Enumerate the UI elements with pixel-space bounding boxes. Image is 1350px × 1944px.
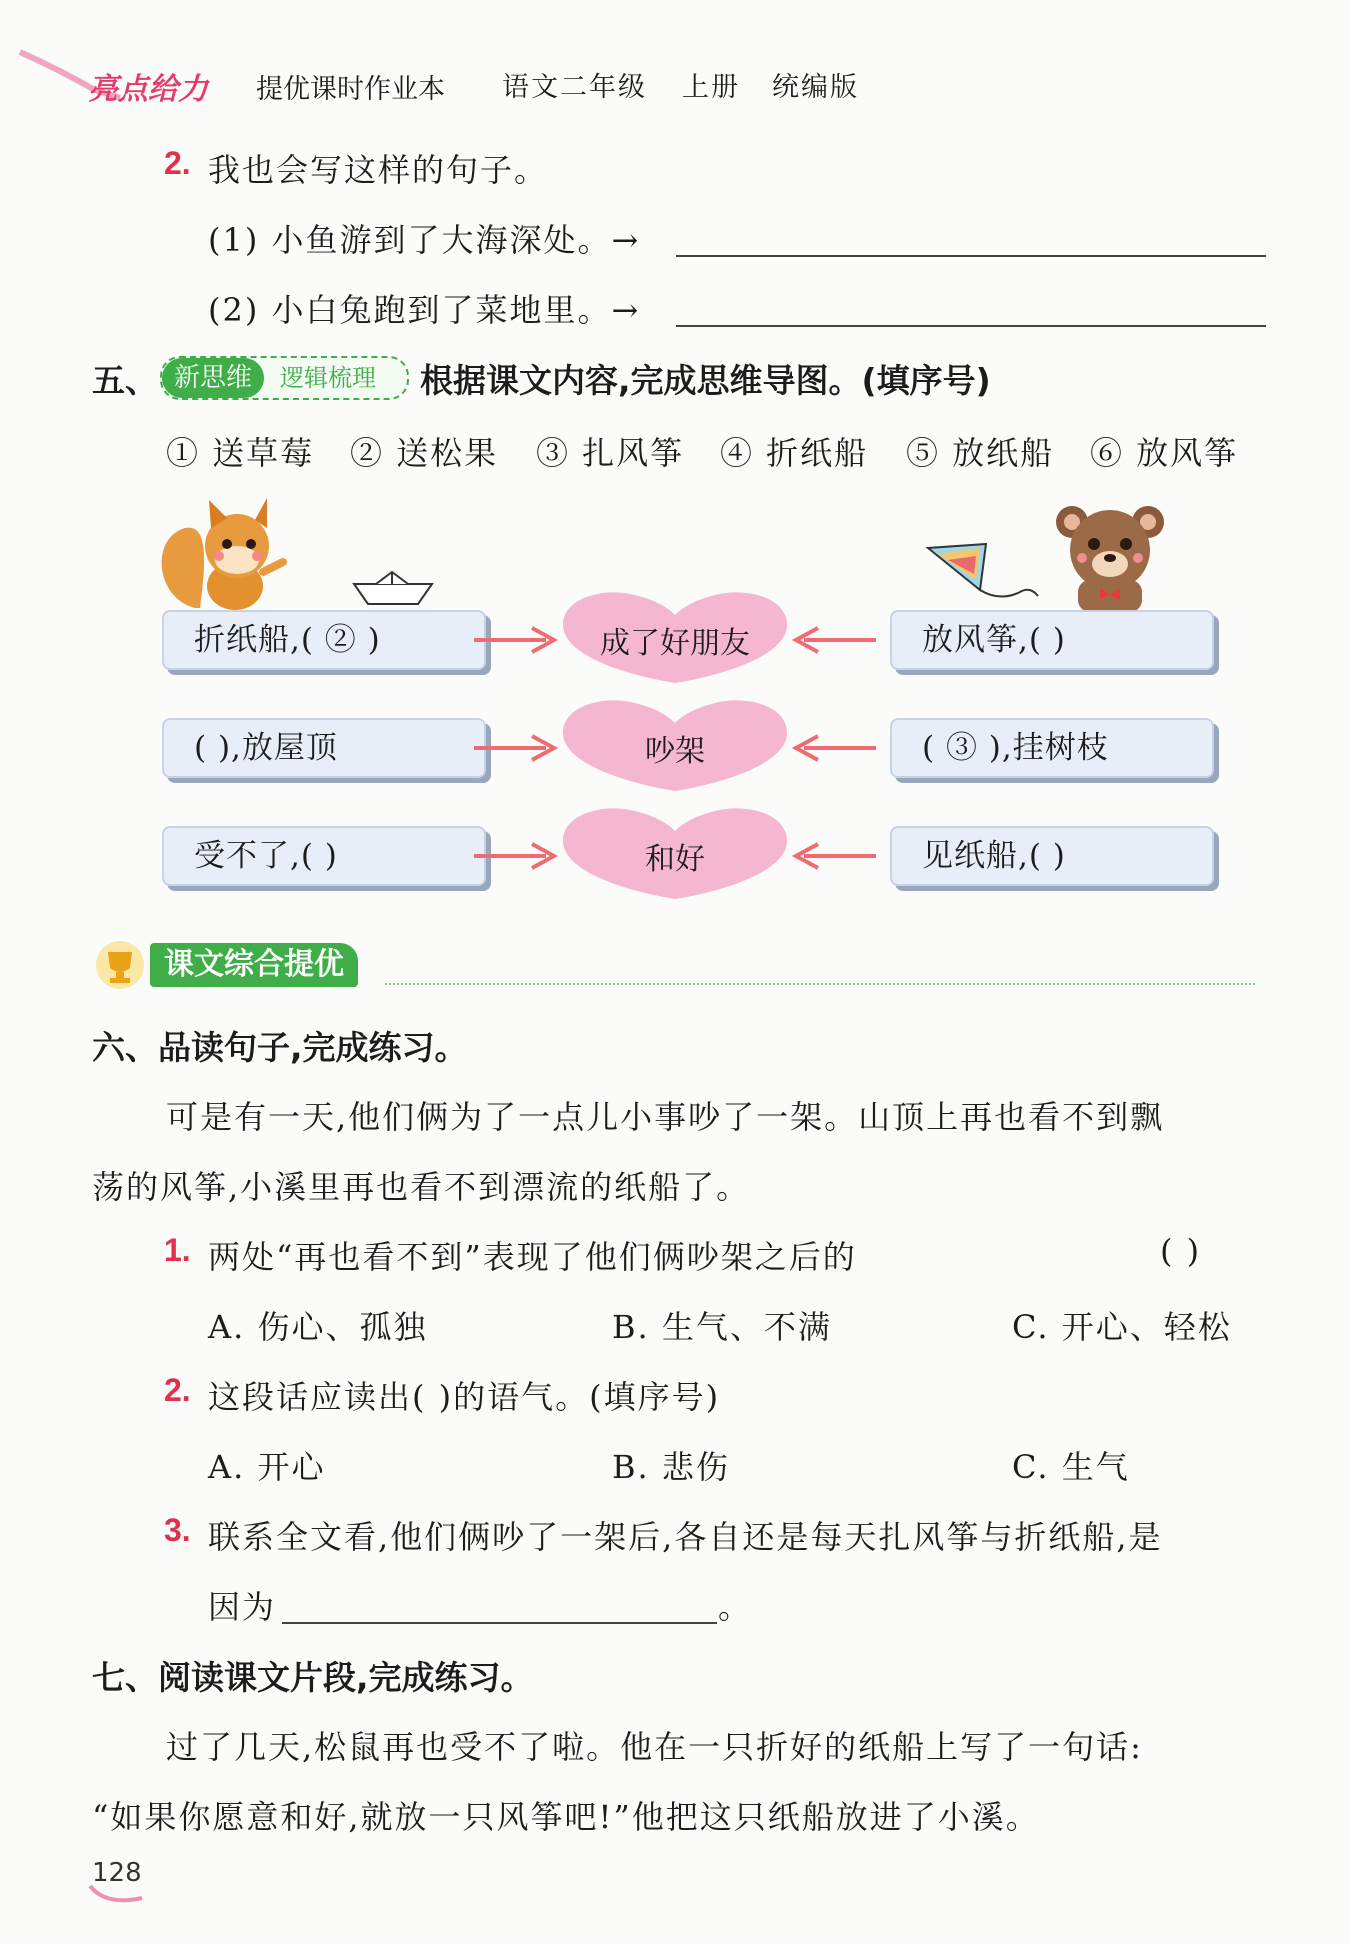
passage-line-2: 荡的风筝,小溪里再也看不到漂流的纸船了。 [92, 1168, 751, 1206]
right-box-1[interactable]: 放风筝,( ) [890, 610, 1214, 670]
q6-3-number: 3. [164, 1512, 191, 1548]
arrow-right-2 [470, 730, 560, 766]
q6-1-answer-paren[interactable]: ( ) [1160, 1232, 1202, 1270]
center-label-2: 吵架 [645, 734, 705, 769]
section-banner: 课文综合提优 [150, 943, 358, 987]
section-seven-title: 七、阅读课文片段,完成练习。 [92, 1658, 534, 1697]
trophy-icon [92, 940, 148, 990]
header-subject: 语文二年级 [502, 72, 647, 103]
arrow-left-3 [790, 838, 880, 874]
right-box-3[interactable]: 见纸船,( ) [890, 826, 1214, 886]
q6-3-line-2-end: 。 [718, 1588, 753, 1626]
q6-2-option-b: B. 悲伤 [612, 1448, 730, 1486]
question-text: 我也会写这样的句子。 [208, 151, 549, 189]
option-4: ④ 折纸船 [720, 434, 869, 472]
bear-illustration [1050, 500, 1170, 612]
squirrel-illustration [155, 498, 290, 613]
q6-3-answer-line[interactable] [282, 1622, 717, 1624]
q6-1-option-a: A. 伤心、孤独 [208, 1308, 428, 1346]
q6-2-text: 这段话应读出( )的语气。(填序号) [208, 1378, 721, 1416]
badge-sub: 逻辑梳理 [280, 364, 376, 392]
option-2: ② 送松果 [350, 434, 499, 472]
sentence-item-1: (1) 小鱼游到了大海深处。→ [208, 221, 641, 259]
arrow-right-1 [470, 622, 560, 658]
left-box-1[interactable]: 折纸船,( ② ) [162, 610, 486, 670]
passage-line-1: 可是有一天,他们俩为了一点儿小事吵了一架。山顶上再也看不到飘 [166, 1098, 1165, 1136]
q6-2-option-c: C. 生气 [1012, 1448, 1130, 1486]
header-brand: 亮点给力 [88, 72, 208, 107]
left-box-2[interactable]: ( ),放屋顶 [162, 718, 486, 778]
center-label-1: 成了好朋友 [600, 626, 750, 661]
arrow-left-2 [790, 730, 880, 766]
q6-1-text: 两处“再也看不到”表现了他们俩吵架之后的 [208, 1238, 857, 1276]
center-label-3: 和好 [645, 842, 705, 877]
banner-divider [385, 983, 1255, 985]
sentence-item-2: (2) 小白兔跑到了菜地里。→ [208, 291, 641, 329]
q7-passage-line-1: 过了几天,松鼠再也受不了啦。他在一只折好的纸船上写了一句话: [166, 1728, 1143, 1766]
option-5: ⑤ 放纸船 [906, 434, 1055, 472]
paper-boat-icon [352, 570, 434, 610]
header-volume: 上册 [682, 72, 740, 103]
new-thinking-badge [160, 356, 409, 400]
option-3: ③ 扎风筝 [536, 434, 685, 472]
badge-main: 新思维 [162, 358, 264, 398]
q6-1-option-c: C. 开心、轻松 [1012, 1308, 1232, 1346]
header-edition: 统编版 [772, 72, 859, 103]
q6-1-number: 1. [164, 1232, 191, 1268]
arrow-left-1 [790, 622, 880, 658]
q6-2-number: 2. [164, 1372, 191, 1408]
option-6: ⑥ 放风筝 [1090, 434, 1239, 472]
answer-line-2[interactable] [676, 325, 1266, 327]
q6-2-option-a: A. 开心 [208, 1448, 326, 1486]
q7-passage-line-2: “如果你愿意和好,就放一只风筝吧!”他把这只纸船放进了小溪。 [92, 1798, 1040, 1836]
option-1: ① 送草莓 [166, 434, 315, 472]
q6-1-option-b: B. 生气、不满 [612, 1308, 832, 1346]
section-five-title: 根据课文内容,完成思维导图。(填序号) [420, 361, 991, 400]
left-box-3[interactable]: 受不了,( ) [162, 826, 486, 886]
page-number: 128 [92, 1858, 142, 1888]
kite-icon [920, 540, 1040, 612]
right-box-2[interactable]: ( ③ ),挂树枝 [890, 718, 1214, 778]
answer-line-1[interactable] [676, 255, 1266, 257]
question-number: 2. [164, 145, 191, 181]
header-series: 提优课时作业本 [256, 74, 445, 105]
arrow-right-3 [470, 838, 560, 874]
q6-3-line-2-start: 因为 [208, 1588, 277, 1626]
q6-3-line-1: 联系全文看,他们俩吵了一架后,各自还是每天扎风筝与折纸船,是 [208, 1518, 1163, 1556]
section-label-five: 五、 [92, 361, 158, 400]
section-six-title: 六、品读句子,完成练习。 [92, 1028, 468, 1067]
